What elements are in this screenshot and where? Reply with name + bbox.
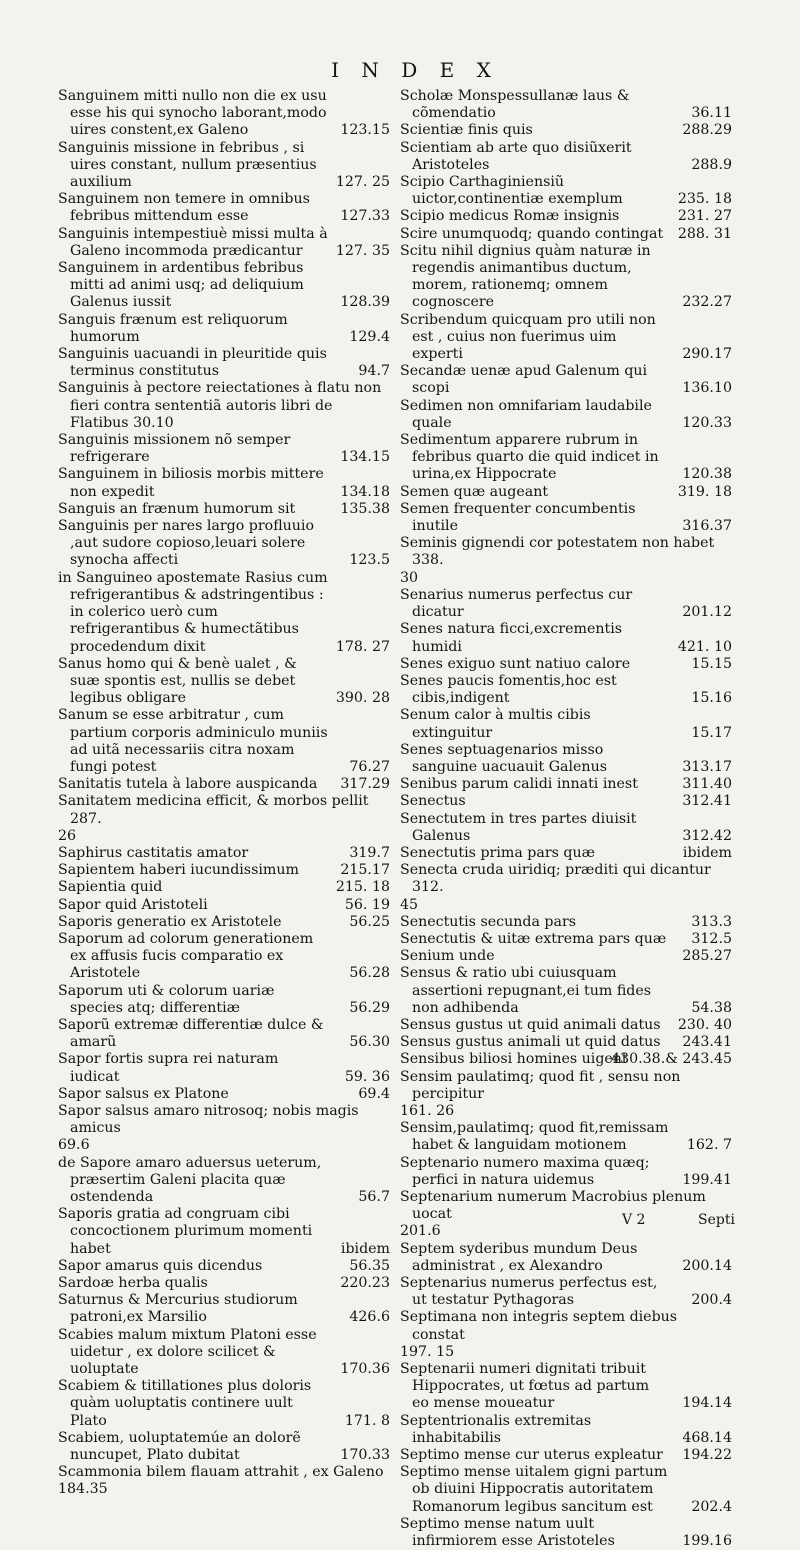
entry-page-ref: 215. 18 [335,879,390,896]
entry-page-ref: 127.33 [340,208,390,225]
index-entry [400,1275,732,1309]
entry-text: Sedimentum apparere rubrum in febribus quarto die quid indicet in urina,ex Hippocrate [400,432,659,483]
entry-text: Saporis gratia ad congruam cibi concoctionem plurimum momenti habet [58,1206,313,1257]
entry-page-ref: 232.27 [682,294,732,311]
index-entry [400,1309,732,1343]
index-entry [58,1258,390,1275]
index-entry [58,260,390,312]
entry-text: Scire unumquodq; quando contingat [400,225,664,242]
entry-text: Senibus parum calidi innati inest [400,776,638,793]
entry-page-ref: ibidem [340,1240,390,1257]
entry-text: Senes paucis fomentis,hoc est cibis,indigent [400,672,617,707]
index-entry [58,312,390,346]
entry-text: Sedimen non omnifariam laudabile quale [400,397,652,431]
index-entry [400,1103,732,1120]
entry-page-ref: 171. 8 [344,1412,390,1429]
entry-text: Senectutis & uitæ extrema pars quæ [400,930,667,947]
index-entry [400,535,732,569]
entry-page-ref: 285.27 [682,948,732,965]
index-entry [58,1430,390,1464]
index-entry [58,1327,390,1379]
entry-page-ref: 123.15 [340,122,390,139]
entry-text: Saturnus & Mercurius studiorum patroni,ex Marsilio [58,1292,298,1326]
entry-page-ref: 56.25 [349,913,390,930]
entry-text: Saporũ extremæ differentiæ dulce & amarũ [58,1016,324,1051]
index-entry [400,793,732,810]
index-entry [400,398,732,432]
index-entry [400,742,732,776]
entry-page-ref: 127. 35 [335,242,390,259]
entry-text: Sensus & ratio ubi cuiusquam assertioni repugnant,ei tum fides non adhibenda [400,965,652,1016]
entry-page-ref: 288.29 [682,122,732,139]
index-entry [400,501,732,535]
index-entry [400,1155,732,1189]
index-entry [400,776,732,793]
entry-text: 161. 26 [400,1102,455,1119]
index-entry [58,1103,390,1137]
entry-page-ref: 313.17 [682,758,732,775]
index-entry [400,948,732,965]
entry-page-ref: 56. 19 [344,896,390,913]
index-entry [58,191,390,225]
entry-page-ref: 319. 18 [677,483,732,500]
entry-text: Septenario numero maxima quæq; perfici in natura uidemus [400,1154,650,1188]
entry-text: Senarius numerus perfectus cur dicatur [400,586,633,621]
index-entry [58,88,390,140]
entry-text: Scipio Carthaginiensiũ uictor,continentiæ exemplum [400,174,623,208]
entry-text: Senum calor à multis cibis extinguitur [400,707,591,741]
entry-text: 69.6 [58,1137,90,1154]
index-entry [400,1051,732,1068]
index-entry [400,1447,732,1464]
entry-text: Scipio medicus Romæ insignis [400,208,620,225]
entry-text: Saporum ad colorum generationem ex affusis fucis comparatio ex Aristotele [58,930,314,982]
entry-page-ref: 426.6 [349,1309,390,1326]
entry-text: Sanguinis à pectore reiectationes à flatu non fieri contra sententiã autoris libri de Flatibus 30.10 [58,380,382,431]
entry-page-ref: 120.38 [682,466,732,483]
index-entry [58,518,390,570]
entry-text: Scabiem, uoluptatemúe an dolorẽ nuncupet, Plato dubitat [58,1429,301,1464]
entry-page-ref: 120.33 [682,414,732,431]
index-entry [400,621,732,655]
index-entry [400,122,732,139]
index-entry [58,879,390,896]
index-entry [400,673,732,707]
entry-page-ref: 36.11 [691,105,732,122]
index-entry [58,1051,390,1085]
catchword: Septi [698,1212,735,1228]
index-entry [400,1464,732,1516]
entry-text: Septimo mense uitalem gigni partum ob diuini Hippocratis autoritatem Romanorum legibus sancitum est [400,1464,668,1515]
entry-text: Semen frequenter concumbentis inutile [400,500,636,535]
entry-text: Sanguis frænum est reliquorum humorum [58,311,288,345]
entry-page-ref: 235. 18 [677,191,732,208]
entry-page-ref: 15.16 [691,690,732,707]
index-entry [58,983,390,1017]
index-entry [400,570,732,587]
entry-text: Septenarii numeri dignitati tribuit Hippocrates, ut fœtus ad partum eo mense moueatur [400,1361,650,1412]
entry-page-ref: 134.15 [340,449,390,466]
entry-page-ref: 220.23 [340,1275,390,1292]
entry-text: 30 [400,569,419,586]
index-entry [58,1378,390,1430]
left-column [58,88,390,1499]
entry-page-ref: 316.37 [682,518,732,535]
entry-text: Sanguinis missionem nõ semper refrigerare [58,432,291,466]
entry-text: Scientiæ finis quis [400,122,533,139]
index-entry [58,226,390,260]
entry-page-ref: 170.36 [340,1361,390,1378]
entry-page-ref: 59. 36 [344,1068,390,1085]
entry-text: Scientiam ab arte quo disiũxerit Aristoteles [400,139,632,173]
entry-text: Sanus homo qui & benè ualet , & suæ spontis est, nullis se debet legibus obligare [58,655,297,707]
entry-text: Scabies malum mixtum Platoni esse uidetur , ex dolore scilicet & uoluptate [58,1326,317,1378]
entry-text: Sapientia quid [58,879,163,896]
entry-text: Sensibus biliosi homines uigent [400,1051,628,1068]
entry-text: Senium unde [400,948,495,965]
entry-text: Scholæ Monspessullanæ laus & cõmendatio [400,88,630,122]
entry-page-ref: 129.4 [349,328,390,345]
entry-page-ref: 312.5 [691,930,732,947]
index-entry [400,914,732,931]
entry-page-ref: 54.38 [691,999,732,1016]
entry-text: Senectutis secunda pars [400,913,577,930]
entry-page-ref: 199.16 [682,1533,732,1550]
index-entry [400,1120,732,1154]
entry-text: Sanguinis per nares largo profluuio ,aut sudore copioso,leuari solere synocha affecti [58,518,315,569]
index-entry [58,1206,390,1258]
entry-text: Sensim,paulatimq; quod fit,remissam habet & languidam motionem [400,1120,669,1154]
entry-text: Septem syderibus mundum Deus administrat , ex Alexandro [400,1240,638,1274]
entry-page-ref: 194.22 [682,1447,732,1464]
index-entry [400,1223,732,1240]
entry-text: Sensus gustus animali ut quid datus [400,1034,661,1051]
index-entry [58,466,390,500]
index-entry [58,931,390,983]
entry-text: Sanguinem mitti nullo non die ex usu esse his qui synocho laborant,modo uires constent,ex Galeno [58,88,327,139]
index-entry [400,1034,732,1051]
entry-page-ref: 312.42 [682,827,732,844]
entry-page-ref: 56.29 [349,999,390,1016]
right-column [400,88,732,1550]
entry-page-ref: 202.4 [691,1498,732,1515]
index-entry [58,914,390,931]
index-entry [400,1516,732,1550]
index-entry [400,1361,732,1413]
index-entry [58,897,390,914]
index-entry [400,208,732,225]
index-entry [58,140,390,192]
entry-page-ref: 230. 40 [677,1016,732,1033]
entry-page-ref: 319.7 [349,844,390,861]
entry-text: Septimana non integris septem diebus constat [400,1309,678,1343]
entry-text: Senectutem in tres partes diuisit Galenus [400,810,637,844]
entry-page-ref: 311.40 [682,776,732,793]
index-entry [400,656,732,673]
entry-page-ref: 199.41 [682,1171,732,1188]
entry-text: Seminis gignendi cor potestatem non habet 338. [400,535,715,569]
entry-text: Sanguinem in ardentibus febribus mitti ad animi usq; ad deliquium Galenus iussit [58,260,304,311]
entry-text: Sensim paulatimq; quod fit , sensu non percipitur [400,1068,681,1102]
index-entry [400,1189,732,1223]
index-entry [400,88,732,122]
entry-text: Saporis generatio ex Aristotele [58,913,282,930]
entry-page-ref: 128.39 [340,294,390,311]
signature-mark: V 2 [622,1212,646,1228]
index-entry [58,1017,390,1051]
entry-text: Sanitatis tutela à labore auspicanda [58,776,318,793]
entry-text: Sanguinis intempestiuè missi multa à Galeno incommoda prædicantur [58,225,328,259]
index-entry [400,707,732,741]
index-entry [400,931,732,948]
entry-page-ref: 136.10 [682,380,732,397]
index-entry [58,1137,390,1154]
entry-page-ref: 468.14 [682,1429,732,1446]
entry-text: Scabiem & titillationes plus doloris quàm uoluptatis continere uult Plato [58,1378,312,1429]
index-entry [58,828,390,845]
entry-page-ref: 290.17 [682,346,732,363]
index-entry [58,707,390,776]
entry-page-ref: 170.33 [340,1447,390,1464]
entry-page-ref: 162. 7 [686,1137,732,1154]
entry-page-ref: 243.41 [682,1034,732,1051]
entry-text: Septimo mense cur uterus expleatur [400,1447,663,1464]
entry-page-ref: 288. 31 [677,225,732,242]
index-entry [400,312,732,364]
entry-text: Sapor fortis supra rei naturam iudicat [58,1051,279,1085]
entry-text: Sanitatem medicina efficit, & morbos pellit 287. [58,793,369,827]
index-entry [58,380,390,432]
entry-text: Sapor quid Aristoteli [58,896,208,913]
entry-text: Secandæ uenæ apud Galenum qui scopi [400,363,648,397]
entry-text: Septimo mense natum uult infirmiorem esse Aristoteles [400,1515,615,1550]
index-entry [400,140,732,174]
index-entry [400,484,732,501]
index-entry [400,226,732,243]
entry-text: 197. 15 [400,1343,455,1360]
index-entry [400,1241,732,1275]
entry-page-ref: 56.28 [349,965,390,982]
entry-page-ref: 123.5 [349,552,390,569]
entry-page-ref: 127. 25 [335,174,390,191]
entry-text: Sapor salsus amaro nitrosoq; nobis magis amicus [58,1102,359,1137]
index-entry [58,776,390,793]
entry-text: Sapientem haberi iucundissimum [58,862,299,879]
entry-text: Scribendum quicquam pro utili non est , cuius non fuerimus uim experti [400,311,656,363]
entry-text: Saporum uti & colorum uariæ species atq; differentiæ [58,982,275,1016]
entry-text: 26 [58,827,77,844]
index-entry [400,432,732,484]
index-entry [400,897,732,914]
entry-page-ref: 69.4 [358,1085,390,1102]
entry-page-ref: 317.29 [340,776,390,793]
entry-page-ref: 15.17 [691,724,732,741]
entry-page-ref: 76.27 [349,758,390,775]
index-entry [400,1344,732,1361]
index-entry [58,501,390,518]
entry-text: Septenarius numerus perfectus est, ut testatur Pythagoras [400,1275,658,1309]
entry-text: Semen quæ augeant [400,483,549,500]
index-entry [400,965,732,1017]
entry-page-ref: 312.41 [682,793,732,810]
index-entry [58,1086,390,1103]
index-entry [58,1155,390,1207]
entry-page-ref: 134.18 [340,483,390,500]
entry-text: Sanguinem non temere in omnibus febribus mittendum esse [58,191,310,225]
index-entry [400,174,732,208]
index-entry [400,363,732,397]
entry-page-ref: 178. 27 [335,638,390,655]
index-entry [58,570,390,656]
entry-text: Sanguinem in biliosis morbis mittere non expedit [58,466,324,500]
entry-page-ref: 313.3 [691,913,732,930]
index-entry [58,346,390,380]
index-entry [400,1069,732,1103]
entry-text: Senes septuagenarios misso sanguine uacuauit Galenus [400,741,607,775]
entry-text: Senectus [400,793,466,810]
index-entry [58,1481,390,1498]
index-entry [58,793,390,827]
entry-text: Senecta cruda uiridiq; præditi qui dicantur 312. [400,862,711,896]
entry-page-ref: 56.30 [349,1034,390,1051]
entry-text: de Sapore amaro aduersus ueterum, præsertim Galeni placita quæ ostendenda [58,1154,322,1205]
index-entry [400,862,732,896]
entry-page-ref: 421. 10 [677,638,732,655]
index-entry [58,1292,390,1326]
entry-page-ref: 430.38.& 243.45 [611,1051,732,1068]
entry-text: Sensus gustus ut quid animali datus [400,1016,661,1033]
entry-text: Sanguinis uacuandi in pleuritide quis terminus constitutus [58,346,327,380]
entry-text: Sanguinis missione in febribus , si uires constant, nullum præsentius auxilium [58,139,317,191]
index-entry [58,656,390,708]
index-entry [400,1017,732,1034]
entry-text: Sapor amarus quis dicendus [58,1257,263,1274]
entry-text: Senectutis prima pars quæ [400,844,595,861]
entry-text: in Sanguineo apostemate Rasius cum refrigerantibus & adstringentibus : in colerico uerò cum refrigerantibus & humectãtibus procedendum dixit [58,569,328,655]
index-entry [400,811,732,845]
entry-page-ref: ibidem [682,844,732,861]
entry-page-ref: 200.4 [691,1292,732,1309]
index-entry [58,1464,390,1481]
entry-page-ref: 56.35 [349,1257,390,1274]
page-header: I N D E X [331,58,499,82]
entry-page-ref: 201.12 [682,604,732,621]
entry-text: Septenarium numerum Macrobius plenum uocat [400,1189,706,1223]
index-entry [58,432,390,466]
index-entry [58,845,390,862]
entry-text: Senes natura ficci,excrementis humidi [400,621,623,655]
index-entry [400,243,732,312]
entry-text: Septentrionalis extremitas inhabitabilis [400,1412,592,1446]
entry-text: Sapor salsus ex Platone [58,1085,229,1102]
entry-page-ref: 200.14 [682,1257,732,1274]
index-entry [58,1275,390,1292]
index-entry [58,862,390,879]
entry-text: Saphirus castitatis amator [58,844,249,861]
entry-page-ref: 231. 27 [677,208,732,225]
entry-text: Scitu nihil dignius quàm naturæ in regendis animantibus ductum, morem, rationemq; omnem cognoscere [400,242,651,311]
index-entry [400,587,732,621]
entry-page-ref: 215.17 [340,862,390,879]
entry-text: Sardoæ herba qualis [58,1275,208,1292]
entry-page-ref: 135.38 [340,500,390,517]
index-entry [400,845,732,862]
entry-text: Scammonia bilem flauam attrahit , ex Galeno [58,1464,384,1481]
entry-text: 184.35 [58,1481,108,1498]
entry-text: Senes exiguo sunt natiuo calore [400,655,631,672]
entry-text: 201.6 [400,1223,441,1240]
entry-text: Sanum se esse arbitratur , cum partium corporis adminiculo muniis ad uitã necessariis citra noxam fungi potest [58,707,328,775]
entry-page-ref: 390. 28 [335,690,390,707]
entry-text: 45 [400,896,419,913]
entry-page-ref: 15.15 [691,655,732,672]
entry-page-ref: 94.7 [358,363,390,380]
index-entry [400,1413,732,1447]
entry-page-ref: 194.14 [682,1395,732,1412]
entry-text: Sanguis an frænum humorum sit [58,500,296,517]
entry-page-ref: 56.7 [358,1189,390,1205]
entry-page-ref: 288.9 [691,156,732,173]
